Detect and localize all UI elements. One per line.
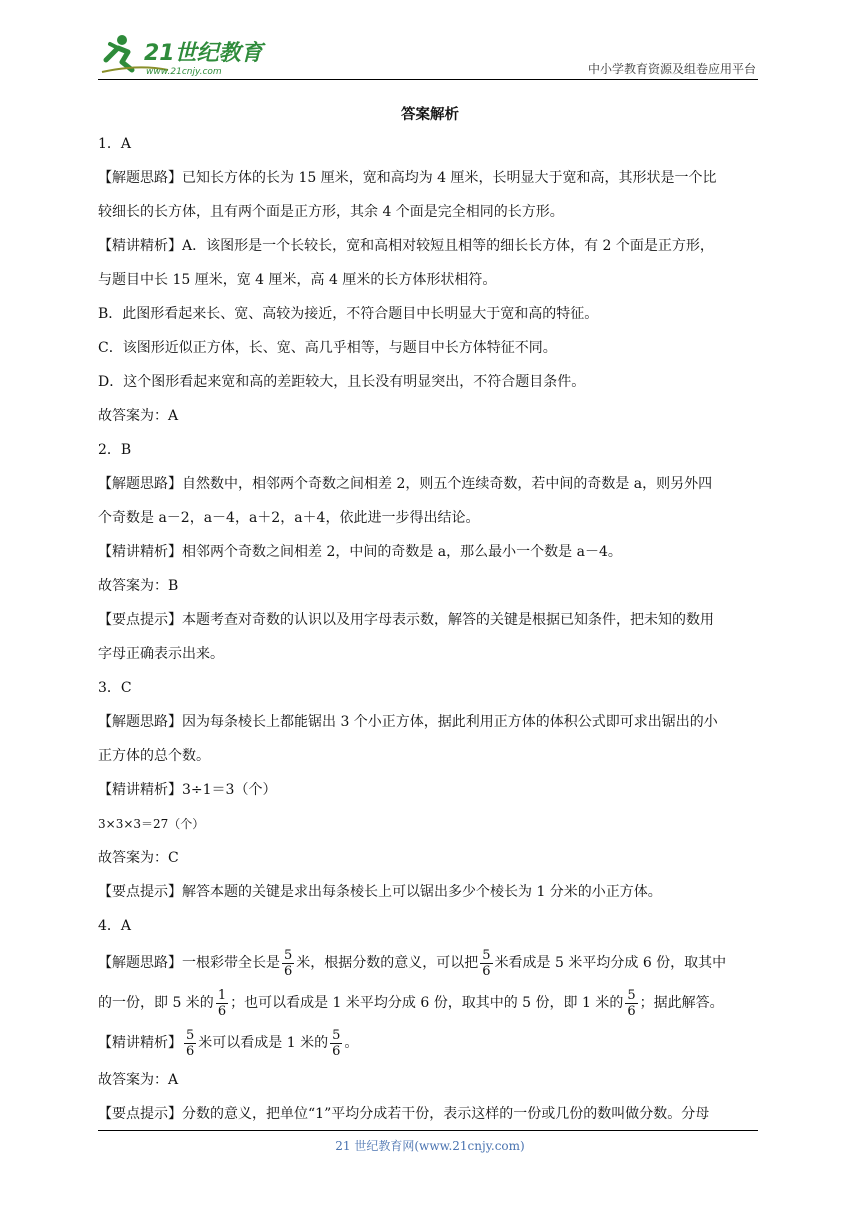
page-title: 答案解析 [401,106,459,123]
fraction: $\frac{1}{6}$ [217,987,227,1019]
footer-divider [98,1130,758,1131]
q4-result: 故答案为：A [98,1072,179,1088]
q1-line: 较细长的长方体，且有两个面是正方形，其余 4 个面是完全相同的长方形。 [98,204,564,220]
fraction: $\frac{5}{6}$ [627,987,636,1019]
page-header [98,30,758,78]
q1-line: B．此图形看起来长、宽、高较为接近，不符合题目中长明显大于宽和高的特征。 [98,306,599,322]
svg-text:21世纪教育: 21世纪教育 [144,41,263,66]
q1-result: 故答案为：A [98,408,179,424]
q4-line: 【解题思路】一根彩带全长是 $\frac{5}{6}$ 米，根据分数的意义，可以把 $\frac{5}{6}$ 米看成是 5 米平均分成 6 份，取其中 [98,947,727,979]
q3-line: 【精讲精析】3÷1＝3（个） [98,782,277,798]
q2-line: 【精讲精析】相邻两个奇数之间相差 2，中间的奇数是 a，那么最小一个数是 a－4。 [98,544,622,560]
site-logo [98,30,268,78]
header-divider [98,79,758,80]
q3-line: 【要点提示】解答本题的关键是求出每条棱长上可以锯出多少个棱长为 1 分米的小正方体。 [98,884,662,900]
q2-line: 个奇数是 a－2，a－4，a＋2，a＋4，依此进一步得出结论。 [98,510,480,526]
fraction: $\frac{5}{6}$ [186,1027,195,1059]
q1-line: C．该图形近似正方体，长、宽、高几乎相等，与题目中长方体特征不同。 [98,340,557,356]
q3-line: 正方体的总个数。 [98,748,210,764]
q1-line: 与题目中长 15 厘米，宽 4 厘米，高 4 厘米的长方体形状相符。 [98,272,497,288]
answer-content [98,127,762,1131]
fraction: $\frac{5}{6}$ [332,1027,341,1059]
q2-result: 故答案为：B [98,578,179,594]
q1-line: D．这个图形看起来宽和高的差距较大，且长没有明显突出，不符合题目条件。 [98,374,586,390]
svg-text:www.21cnjy.com: www.21cnjy.com [146,67,222,77]
q2-line: 字母正确表示出来。 [98,646,224,662]
q2-line: 【解题思路】自然数中，相邻两个奇数之间相差 2，则五个连续奇数，若中间的奇数是 a，则另外四 [98,476,713,492]
runner-logo-icon [98,30,268,78]
q3-result: 故答案为：C [98,850,179,866]
fraction: $\frac{5}{6}$ [284,947,293,979]
q4-answer: 4．A [98,918,132,934]
q2-answer: 2．B [98,442,132,458]
q4-line: 的一份，即 5 米的 $\frac{1}{6}$ ；也可以看成是 1 米平均分成 6 份，取其中的 5 份，即 1 米的 $\frac{5}{6}$ ；据此解答。 [98,987,724,1019]
q2-line: 【要点提示】本题考查对奇数的认识以及用字母表示数，解答的关键是根据已知条件，把未知的数用 [98,612,714,628]
q1-line: 【精讲精析】A．该图形是一个长较长，宽和高相对较短且相等的细长长方体，有 2 个面是正方形， [98,238,714,254]
q3-answer: 3．C [98,680,132,696]
q1-line: 【解题思路】已知长方体的长为 15 厘米，宽和高均为 4 厘米，长明显大于宽和高，其形状是一个比 [98,170,717,186]
q4-line: 【要点提示】分数的意义，把单位“1”平均分成若干份，表示这样的一份或几份的数叫做分数。分母 [98,1106,710,1122]
q3-line: 【解题思路】因为每条棱长上都能锯出 3 个小正方体，据此利用正方体的体积公式即可求出锯出的小 [98,714,718,730]
q1-answer: 1．A [98,136,132,152]
q4-line: 【精讲精析】 $\frac{5}{6}$ 米可以看成是 1 米的 $\frac{5}{6}$ 。 [98,1027,359,1059]
q3-formula: 3×3×3＝27（个） [98,817,205,831]
page-footer: 21 世纪教育网(www.21cnjy.com) [335,1139,525,1153]
platform-name: 中小学教育资源及组卷应用平台 [587,62,756,76]
fraction: $\frac{5}{6}$ [482,947,491,979]
